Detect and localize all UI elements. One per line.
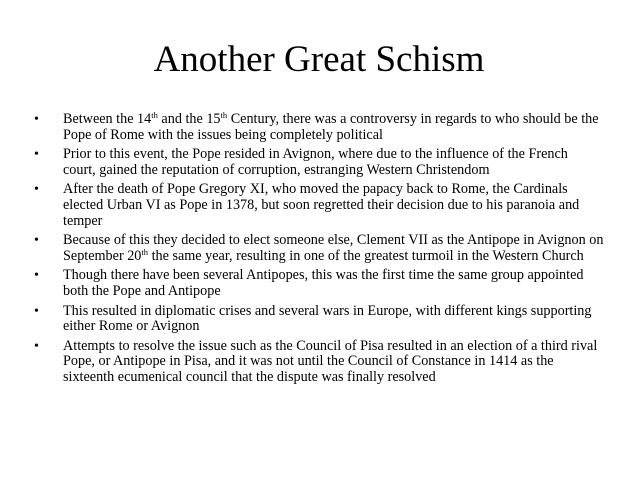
- bullet-text: [63, 232, 603, 264]
- bullet-point-icon: •: [34, 268, 39, 284]
- ordinal-suffix: th: [141, 246, 149, 257]
- bullet-point-icon: •: [34, 112, 39, 127]
- bullet-text: This resulted in diplomatic crises and several wars in Europe, with different kings supporting either Rome or Avignon: [63, 302, 592, 335]
- bullet-point-icon: •: [34, 303, 39, 319]
- bullet-item: [34, 233, 604, 264]
- bullet-point-icon: •: [34, 338, 39, 354]
- ordinal-suffix: th: [220, 110, 228, 120]
- bullet-point-icon: •: [34, 147, 39, 163]
- bullet-text-segment: the same year, resulting in one of the greatest turmoil in the Western Church: [148, 247, 584, 264]
- ordinal-suffix: th: [151, 110, 158, 120]
- bullet-text-segment: Because of this they decided to elect someone else, Clement VII as the Antipope in Avignon on September 20: [63, 232, 604, 264]
- bullet-text-segment: Century, there was a controversy in regards to who should be the Pope of Rome with the issues being completely political: [63, 111, 599, 143]
- bullet-item: [34, 112, 604, 143]
- bullet-item: [34, 182, 604, 229]
- bullet-item: [34, 339, 604, 386]
- bullet-list: [34, 112, 604, 390]
- bullet-text: Prior to this event, the Pope resided in Avignon, where due to the influence of the French court, gained the reputation of corruption, estranging Western Christendom: [63, 146, 568, 178]
- bullet-text-segment: and the 15: [157, 111, 221, 127]
- slide-title: Another Great Schism: [153, 39, 485, 80]
- bullet-text: Though there have been several Antipopes, this was the first time the same group appointed both the Pope and Antipope: [63, 267, 584, 299]
- bullet-text-segment: Between the 14: [63, 111, 152, 127]
- bullet-text: Attempts to resolve the issue such as the Council of Pisa resulted in an election of a third rival Pope, or Antipope in Pisa, and it was not until the Council of Constance in 1414 as the sixteenth ecumenical council that the dispute was finally resolved: [63, 337, 598, 385]
- bullet-text: [63, 111, 599, 143]
- bullet-item: [34, 304, 604, 335]
- bullet-point-icon: •: [34, 182, 39, 198]
- bullet-item: [34, 147, 604, 178]
- bullet-point-icon: •: [34, 233, 39, 249]
- bullet-text: After the death of Pope Gregory XI, who moved the papacy back to Rome, the Cardinals elected Urban VI as Pope in 1378, but soon regretted their decision due to his paranoia and temper: [63, 181, 580, 229]
- bullet-item: [34, 268, 604, 299]
